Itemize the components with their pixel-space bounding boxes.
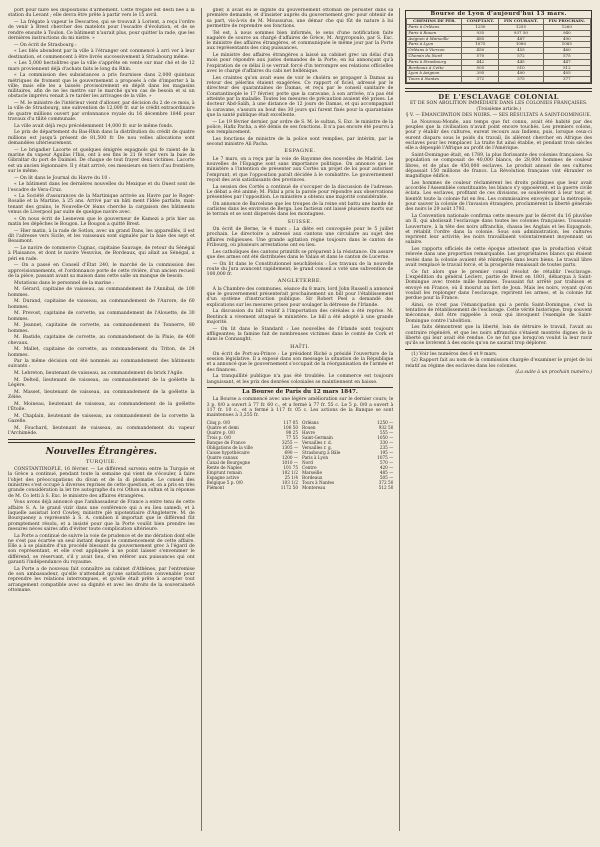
- quote-label: Obligations de la ville: [206, 444, 253, 450]
- table-cell: 1075: [462, 42, 499, 48]
- table-cell: 1260: [543, 25, 590, 31]
- quote-label: Saint-Germain: [302, 434, 333, 440]
- more-list: [8, 359, 195, 436]
- table-cell: 505: [462, 65, 499, 71]
- quote-label: Banque de France: [206, 439, 246, 445]
- list-item: M. Gérard, capitaine de vaisseau, au commandement de l'Annibal, de 100 hommes.: [8, 287, 195, 298]
- lyon-exchange-table-box: [405, 10, 592, 84]
- table-cell: 512: [543, 65, 590, 71]
- table-cell: 445: [499, 59, 543, 65]
- quote-label: Trois p. 0/0: [206, 434, 231, 440]
- quote-value: 555 —: [379, 429, 394, 435]
- quote-value: 1075 —: [377, 454, 394, 460]
- footnote: (1) Voir les numéros des 6 et 9 mars.: [411, 351, 498, 357]
- quote-label: Espagne active: [206, 474, 239, 480]
- quote-label: Quatre canaux: [206, 454, 238, 460]
- quote-label: Havre: [302, 429, 316, 435]
- row-label: Paris à Lyon: [407, 42, 462, 48]
- quote-label: Paris à Lyon: [302, 454, 329, 460]
- list-item: M. Mallet, capitaine de corvette, au commandement du Triton, de 24 hommes.: [8, 347, 195, 358]
- table-cell: 1080: [499, 42, 543, 48]
- table-cell: 447: [543, 59, 590, 65]
- paragraph: Le ministre des affaires étrangères a laissé au cabinet grec un délai d'un mois pour répondre aux justes demandes de la Porte, en lui annonçant qu'à l'expiration de ce délai il se verrait forcé d'in terrompre ses relations officielles avec le chargé d'affaires du cabi net hellénique.: [206, 53, 394, 75]
- quote-value: 77 55: [286, 434, 299, 440]
- country-heading: TURQUIE.: [85, 458, 117, 465]
- table-cell: 487: [499, 36, 543, 42]
- paragraph: La ville avait déjà reçu précédemment 14,000 fr. sur le même fonds.: [14, 123, 174, 129]
- quotes-right: [302, 420, 393, 490]
- paragraph: Tel est, à nous sommes bien informés, le sens d'une notification faite naguère de source au chargé d'affaires de Grèce, M. Argyropoulo, par S. Exc. le ministre des affaires étrangères, et communiquée le même jour par la Porte aux représentants des cinq puissances.: [206, 30, 394, 52]
- list-item: M. Moineau, lieutenant de vaisseau, au commandement de la goëlette l'Étoile.: [8, 401, 195, 413]
- quote-label: Strasbourg à Bâle: [302, 449, 341, 455]
- quote-row: [207, 485, 298, 490]
- article-title: DE L'ESCLAVAGE COLONIAL: [438, 92, 560, 101]
- quote-label: Quatre p. 0/0: [206, 429, 235, 435]
- quote-value: 195 —: [379, 449, 394, 455]
- paragraph: Le prix de département du Bas-Rhin dans la distribution du crédit de quatre millions est jusqu'à présent de 81,500 fr. De nou velles allocations sont demandées ultérieurement.: [8, 130, 195, 146]
- paragraph: Les craintes qu'on avait eues de voir le choléra se propager à Damas au retour des pèlerins étaient exagérées. Ce rapport of ficiel, adressé par le directeur des quarantaines de Damas, et reçu par le conseil sanitaire de Constantinople le 17 février, porte que la caravane, à son arrivée, n'a pas été atteinte par la maladie. Toutes les mesures de précaution avaient été prises. Le docteur Abd-Salih, à une distance de 12 jours de Damas, et qui accompagnait la caravane, s'assura au bout des 30 jours qui furent fixés pour la quarantaine que la santé publique était excellente.: [206, 75, 394, 118]
- newspaper-page: [8, 8, 592, 831]
- section-divider: [405, 88, 592, 92]
- paragraph: Les rapports officiels de cette époque attestent que la production s'était relevée dans une proportion remarquable. Les propriétaires blancs qui étaient restés dans la colonie avaient été réintégrés dans leurs biens. Le travail libre avait remplacé le travail forcé, et la prospérité renaissait de toutes parts.: [405, 247, 593, 269]
- article-part: (Troisième article.): [476, 107, 521, 113]
- row-label: Paris à Strasbourg: [407, 59, 462, 65]
- table-cell: 460: [543, 48, 590, 54]
- paragraph: Les fonctions de ministre de la police sont remplies, par intérim, par le second ministre Ali Pacha.: [206, 136, 394, 148]
- paragraph: — M. le ministre de l'intérieur vient d'allouer, par décision du 2 de ce mois, à la ville de Strasbourg, une subvention de 12,000 fr. sur le crédit extraordinaire de quatre millions ouvert par ordonnance royale du 16 décembre 1846 pour travaux d'u tilité communale.: [8, 101, 195, 122]
- table-cell: 400: [499, 71, 543, 77]
- column-right: [399, 8, 592, 831]
- quote-value: 1200 —: [281, 454, 299, 460]
- country-heading-england: ANGLETERRE.: [277, 278, 323, 285]
- list-item: M. Masset, lieutenant de vaisseau, au commandement de la goëlette la Zélée.: [8, 389, 195, 401]
- quote-value: 1250 —: [377, 419, 394, 425]
- paragraph: Ainsi, ce n'est pas l'émancipation qui a perdu Saint-Domingue, c'est la tentative de rétablissement de l'esclavage. Cette vérité historique, trop souvent méconnue, doit être rappelée à ceux qui invoquent l'exemple de Saint-Domingue contre l'abolition.: [405, 302, 593, 324]
- paragraph: — On écrit de Strasbourg :: [14, 42, 77, 48]
- table-cell: 372: [462, 77, 499, 83]
- table-cell: 395: [462, 71, 499, 77]
- paragraph: La Convention nationale confirma cette mesure par le décret du 16 pluviôse an II, qui abolissait l'esclavage dans toutes les colonies françaises. Toussaint-Louverture, à la tête des noirs affranchis, chassa les Anglais et les Espagnols, et rétablit l'ordre dans la colonie. Sous son administration, les cultures reprirent leur activité; les noirs travaillaient volontairement moyennant un salaire.: [405, 213, 593, 246]
- list-item: M. Prevost, capitaine de corvette, au commandement de l'Alouette, de 30 hommes.: [8, 311, 195, 322]
- table-row: [407, 77, 591, 83]
- quote-value: 98 25: [286, 429, 299, 435]
- table-cell: 1085: [543, 42, 590, 48]
- table-cell: 490: [543, 36, 590, 42]
- paragraph: — On a passé en Conseil d'État 240, le marché de la commission des approvisionnements, et l'ordonnance porte de cette rivière, d'un ancien recueil de la pièce, passant avant sa maison dans cette salle un manque de besoin.: [8, 263, 195, 279]
- paragraph: Le Nouveau-Monde, aux temps que fut connu, avait été habité par des peuples que la civilisation n'avait point encore touchés. Les premiers colons, pour y établir des cultures, eurent recours aux Indiens, puis, lorsque ceux-ci eurent disparu sous le poids du travail, ils allèrent chercher en Afrique des esclaves pour les remplacer. La traite fut ainsi établie, et pendant trois siècles elle a dépeuplé l'Afrique au profit de l'Amérique.: [405, 119, 593, 152]
- quote-value: 1010 —: [281, 459, 299, 465]
- quote-label: Marseille: [302, 469, 322, 475]
- paragraph: Ce fut alors que le premier consul résolut de rétablir l'esclavage. L'expédition du général Leclerc, partie de Brest en 1801, débarqua à Saint-Domingue avec trente mille hommes. Toussaint fut arrêté par trahison et envoyé en France, où il mourut au fort de Joux. Mais les noirs, voyant qu'on voulait les replonger dans l'esclavage, reprirent les armes, et la colonie fut perdue pour la France.: [405, 269, 593, 302]
- quote-value: 372 50: [378, 479, 394, 485]
- quote-value: 330 —: [379, 439, 394, 445]
- paragraph: On annonce de Barcelone que les troupes de la reine ont battu une bande de carlistes dans les environs de Berga. Les factieux ont laissé plusieurs morts sur le terrain et se sont dispersés dans les montagnes.: [206, 201, 394, 218]
- paragraph: — La frégate à vapeur le Descartes, qui se trouvait à Lorient, a reçu l'ordre de venir à Brest chercher des matelots pour l'escadre d'évolution, et de se rendre ensuite à Toulon. Ce bâtiment n'aurait plus, pour quitter la rade, que les dernières instructions du mi nistre. »: [8, 19, 195, 41]
- paragraph: « Les 5,000 hectolitres que la ville s'apprête en vente sur mar ché et de 12 mars proviennent déjà d'achats faits le long du Rhin.: [8, 61, 195, 72]
- quote-row: [302, 485, 393, 490]
- quote-value: 932 50: [378, 424, 394, 430]
- quote-value: 420 —: [379, 464, 394, 470]
- quote-value: 512 50: [378, 484, 394, 490]
- lyon-exchange-table: [406, 18, 591, 83]
- list-item: M. Durand, capitaine de vaisseau, au commandement de l'Aurore, de 60 hommes.: [8, 299, 195, 310]
- column-left: [8, 8, 195, 831]
- table-cell: 575: [543, 54, 590, 60]
- list-item: M. Fouchard, lieutenant de vaisseau, au commandement du vapeur l'Archimède.: [8, 425, 195, 437]
- chapter-heading: § V. — ÉMANCIPATION DES NOIRS. — SES RÉSULTATS À SAINT-DOMINGUE.: [406, 113, 592, 119]
- quote-label: Belgique 5 p. 0/0: [206, 479, 243, 485]
- paragraph: Les catholiques des cantons primitifs se préparent à la résistance. On assure que des armes ont été distribuées dans le Valais et dans le canton de Lucerne.: [206, 249, 394, 260]
- quote-label: Caisse hypothécaire: [206, 449, 250, 455]
- divider: [207, 387, 394, 388]
- paragraph: « On nous écrit de Lesneven que le gouverneur de Kamezi a pris hier au matin les dépêches le Bougon. Le Bougon a quitté Brest.: [8, 216, 195, 228]
- paragraph: — Hier matin, à la rade de Sotlon, avec un grand Dans, les appareillés, il est dit l'adresse vers Sicile, et les vaisseaux sont signalés par la baie des sept et Beaumont.: [8, 228, 195, 245]
- row-label: Tours à Nantes: [407, 77, 462, 83]
- quote-label: Rente de Naples: [206, 464, 242, 470]
- paragraph: À la Chambre des communes, séance du 8 mars, lord John Russell a annoncé que le gouvernement présenterait prochainement un bill pour l'établissement d'un système d'instruction publique. Sir Robert Peel a demandé des explications sur les mesures prises pour soulager la détresse de l'Irlande.: [206, 286, 394, 308]
- row-label: Bordeaux à Cette: [407, 65, 462, 71]
- quote-value: 3255 —: [281, 439, 299, 445]
- paragraph: La discussion du bill relatif à l'importation des céréales a été reprise. M. Bentinck a vivement attaqué le ministère. Le bill a été adopté à une grande majorité.: [206, 309, 394, 325]
- paragraph: La Porte a continué de suivre la voie de prudence et de mo dération dont elle ne s'est pas écartée un seul instant depuis le commencement de cette affaire. Elle a à se plaindre d'un procédé blessant du gouvernement grec à l'égard de son représentant, et elle s'est appliquée à ne point laisser s'envenimer le différend, se réservant, s'il y avait lieu, d'en référer aux puissances qui ont garanti l'indépendance du royaume.: [8, 533, 195, 566]
- row-label: Lyon à Avignon: [407, 71, 462, 77]
- article-subtitle: ET DE SON ABOLITION IMMÉDIATE DANS LES COLONIES FRANÇAISES.: [409, 100, 588, 106]
- paragraph: On écrit de Port-au-Prince : Le président Riché a présidé l'ouverture de la session législative. Il a exposé dans son message la situation de la République et a annoncé que le gouvernement s'occupait de la réorganisation de l'armée et des finances.: [206, 351, 394, 373]
- country-heading-spain: ESPAGNE.: [284, 148, 316, 155]
- list-item: M. Bastide, capitaine de corvette, au commandement de la Pluie, de 400 chevaux.: [8, 335, 195, 346]
- quote-label: Versailles r. d.: [302, 439, 332, 445]
- paragraph: — Le brigadier Lacorte et quelques émigrés espagnols qui fe raient de la marine du vapeur Aguilas l'Ibis, ont à ses fins le 21 fé vrier vers la baie de Gibraltar du port de Daimiel. De chaque de tout frayer deux victimes. Lacorte est un ancien légionnaire. Il y était arrivé, ces messieurs en tiers d'au frontière; sur le même.: [8, 147, 195, 174]
- table-cell: 377: [543, 77, 590, 83]
- column-header: CHEMINS DE FER.: [407, 19, 462, 25]
- row-label: Paris à Rouen: [407, 30, 462, 36]
- list-item: M. Lebreton, lieutenant de vaisseau, au commandement du brick l'Agile.: [14, 371, 184, 377]
- paragraph: — On lit dans le Journal du Havre du 10 :: [14, 175, 111, 181]
- stock-quotes: [207, 420, 394, 490]
- paragraph: port pour faire ses dispositions d'armement. Cette frégate est desti née à la station du Levant ; elle devra être prête à partir vers le 15 avril.: [8, 8, 195, 19]
- paragraph: « La commission des subsistances a pris fournisse dans 2,000 quintaux métriques de froment que le gouvernement a proposés à cde d'importer à la ville; mais elle les a laissés provisoirement en dépôt dans les magasins militaires, afin de ne les mettre sur le marché qu'en cas de besoin et si un obstacle imprévu venait à re tarder les arrivages de la ville. »: [8, 73, 195, 100]
- quote-value: 25 1/4: [284, 474, 299, 480]
- section-divider: [8, 439, 195, 443]
- table-cell: 405: [543, 71, 590, 77]
- quote-value: 103 1/2: [281, 479, 299, 485]
- quote-label: Versailles r. g.: [302, 444, 332, 450]
- list-item: Par la même décision ont été nommés au commandement des bâtiments suivants :: [8, 359, 195, 370]
- row-label: Avignon à Marseille: [407, 36, 462, 42]
- quote-label: Orléans: [302, 419, 319, 425]
- quote-value: 690 —: [284, 449, 299, 455]
- divider: [405, 349, 592, 350]
- quote-label: Cinq p. 0/0: [206, 419, 231, 425]
- quote-label: Rouen: [302, 424, 316, 430]
- paragraph: gner, il avait eu le dignité du gouvernement ottoman de persister dans sa première demande, et d'insister auprès du gouvernement grec pour obtenir de sa part, vis-à-vis de M. Moussurus, une démar che qui fût de nature à lui permettre de reprendre ses fonctions.: [206, 8, 394, 29]
- table-cell: 450: [462, 48, 499, 54]
- quote-label: Canal de Bourgogne: [206, 459, 251, 465]
- paragraph: Saint-Domingue était, en 1789, la plus florissante des colonies françaises. Sa population se composait de 40,000 blancs, de 28,000 hommes de couleur libres, et de plus de 450,000 esclaves. Le produit annuel de ses cultures dépassait 150 millions de francs. La Révolution française vint ébranler ce magnifique édifice.: [405, 152, 593, 180]
- table-cell: 455: [499, 48, 543, 54]
- paragraph: CONSTANTINOPLE, 16 février. — Le différend survenu entre la Turquie et la Grèce a continué, pendant toute la semaine qui vient de s'écouler, à faire l'objet des préoccupations du divan et de la di plomatie. Le conseil des ministres s'est occupé à diverses reprises de cette question, et on a pris en très grande considération la let tre autographe du roi Othon au sultan et la réponse de M. Co letti à S. Exc. le ministre des affaires étrangères.: [8, 467, 195, 499]
- paragraph: — On lit dans le Standard : Les nouvelles de l'Irlande sont toujours affligeantes; la famine fait de nombreuses victimes dans le comté de Cork et dans le Connaught.: [206, 326, 394, 343]
- paragraph: La session des Cortès a continué de s'occuper de la discussion de l'adresse. Le débat a été animé; M. Pidal a pris la parole pour répondre aux observations présentées par l'opposition. Le ministère a obtenu une majorité considérable.: [206, 184, 394, 201]
- quote-label: Quatre et demi: [206, 424, 239, 430]
- quote-value: 485 —: [379, 469, 394, 475]
- row-label: Paris à Orléans: [407, 25, 462, 31]
- quote-label: Bordeaux: [302, 474, 323, 480]
- quote-label: Montereau: [302, 484, 326, 490]
- quote-label: Piémont: [206, 484, 225, 490]
- quote-value: 235 —: [379, 444, 394, 450]
- table-cell: 940: [543, 30, 590, 36]
- section-title-foreign-news: Nouvelles Étrangères.: [45, 446, 157, 457]
- promotions-list: [8, 287, 195, 358]
- continuation-note: (La suite à un prochain numéro.): [515, 370, 593, 376]
- quote-label: Nord: [302, 459, 313, 465]
- paragraph: La tranquillité publique n'a pas été troublée. Le commerce est toujours languissant, et les prix des denrées coloniales se maintiennent en baisse.: [206, 374, 394, 385]
- table-cell: 375: [499, 77, 543, 83]
- quote-value: 101 75: [283, 464, 299, 470]
- bourse-paris-title: La Bourse de Paris du 12 mars 1847.: [242, 388, 358, 395]
- paragraph: « Le bâtiment dans les dernières nouvelles du Mexique et du Ouest sont de l'escadre de Vera-Cruz.: [8, 182, 195, 193]
- list-item: M. Delteil, lieutenant de vaisseau, au commandement de la goëlette la Légère.: [8, 377, 195, 389]
- quote-value: 570 —: [379, 459, 394, 465]
- table-title: Bourse de Lyon d'aujourd'hui 13 mars.: [430, 11, 567, 17]
- row-label: Chemin du Nord: [407, 54, 462, 60]
- column-header: COMPTANT.: [462, 19, 499, 25]
- table-cell: 510: [499, 65, 543, 71]
- country-heading-switzerland: SUISSE.: [287, 218, 313, 225]
- paragraph: Vous avons déjà annoncé que l'ambassadeur de France a entre tenu de cette affaire S. A. le grand vizir dans une conférence qui a eu lieu samedi, et à laquelle assistait lord Cowley, ministre plé nipotentiaire d'Angleterre. M. de Bourqueney a représenté à S. A. combien il importait que le différend fût promptement résolu, et a insisté pour que la Porte voulût bien prendre les mesures néces saires afin d'éviter toute complication ultérieure.: [8, 500, 195, 532]
- row-label: Orléans à Vierzon: [407, 48, 462, 54]
- paragraph: — On lit dans le Constitutionnel neuchâtelois : Les travaux de la nouvelle route du Jura avancent rapidement; le grand conseil a voté une subvention de 100,000 fr.: [206, 261, 394, 278]
- intro-paragraphs: [8, 8, 195, 279]
- paragraph: La Bourse a commencé avec une légère amélioration sur le dernier cours; le 3 p. 0/0 a ouvert à 77 fr. 60 c., et a fermé à 77 fr. 55 c. Le 5 p. 0/0 a ouvert à 117 fr. 10 c., et a fermé à 117 fr. 05 c. Les actions de la Banque se sont maintenues à 3,255 fr.: [206, 397, 394, 419]
- column-header: FIN COURANT.: [499, 19, 543, 25]
- country-heading-haiti: HAÏTI.: [290, 343, 310, 350]
- quote-label: Emprunt romain: [206, 469, 242, 475]
- quote-value: 1050 —: [377, 434, 394, 440]
- quote-value: 117 05: [283, 419, 299, 425]
- paragraph: Les faits démontrent que la liberté, loin de détruire le travail, l'avait au contraire régénéré, et que les noirs affranchis s'étaient montrés dignes de la liberté qui leur avait été rendue. Ce ne fut que lorsqu'on voulut la leur ravir qu'ils se livrèrent à des excès qu'on ne saurait trop déplorer.: [405, 325, 593, 347]
- list-item: M. Chaplain, lieutenant de vaisseau, au commandement de la corvette la Gazelle.: [8, 413, 195, 425]
- list-item: M. Jeannet, capitaine de corvette, au commandement du Tonnerre, 80 hommes.: [8, 323, 195, 334]
- quote-value: 1172 50: [280, 484, 299, 490]
- table-cell: 935: [462, 30, 499, 36]
- table-cell: 570: [462, 54, 499, 60]
- table-cell: 442: [462, 59, 499, 65]
- quote-value: 1305 —: [281, 444, 299, 450]
- foreign-news-body: [8, 467, 195, 593]
- column-middle: [201, 8, 394, 831]
- quote-value: 505 —: [379, 474, 394, 480]
- paragraph: — Le 19 février dernier, par ordre de S. M. le sultan, S. Exc. le ministre de la police, Hafiz Pacha, a été démis de ses fonctions. Il n'a pas encore été pourvu à son remplacement.: [206, 119, 394, 136]
- paragraph: On écrit de Berne, le 4 mars : La diète est convoquée pour le 5 juillet prochain. Le directoire a adressé aux cantons une circulaire au sujet des affaires religieuses. Une grande agitation règne toujours dans le canton de Fribourg, où plusieurs arrestations ont eu lieu.: [206, 227, 394, 248]
- table-cell: 1255: [499, 25, 543, 31]
- paragraph: « Les blés abondent par la ville à l'étranger ont commencé à arri ver à leur destination, et commencent à être livrés successivement à Strasbourg même.: [8, 49, 195, 60]
- paragraph: Les hommes de couleur réclamèrent les droits politiques que leur avait accordés l'Assemblée constituante; les blancs s'y opposèrent, et la guerre civile éclata. Les esclaves, profitant de ces divisions, se soulevèrent à leur tour, et bientôt toute la colonie fut en feu. Les commissaires envoyés par la métropole, pour sauver la colonie de l'invasion étrangère, proclamèrent la liberté générale des noirs le 29 août 1793.: [405, 180, 593, 213]
- quotes-left: [207, 420, 298, 490]
- table-cell: 1250: [462, 25, 499, 31]
- table-cell: 937 50: [499, 30, 543, 36]
- paragraph: — Le navire de commerce Cugnac, capitaine Sauvage, de retour du Sénégal à Plaisance, et dont le navire Vesuvius, de Bordeaux, qui allait au Sénégal, a péri en rade.: [8, 246, 195, 262]
- promo-heading: Mutations dans le personnel de la marine :: [14, 280, 114, 286]
- table-cell: 572: [499, 54, 543, 60]
- turkey-continued: [207, 8, 394, 147]
- quote-value: 106 50: [283, 424, 299, 430]
- paragraph: « La Société d'assurances de la Martinique arrivée au Havre par le Roger-Rosalie et la Martine, à 25 ans. Arrivé par un bâti ment l'Idée parfaite, mais tenant des grains, le Nouvelle-Or léans cherche la cargaison des bâtiments venus de Liverpool par suite de quelque navire avec.: [8, 194, 195, 216]
- paragraph: Le 7 mars, on a reçu par la voie de Bayonne des nouvelles de Madrid. Les nouvelles de l'Espagne sont sans importance politique. On annonce que le ministère a l'intention de présenter aux Cortès un projet de loi pour autoriser l'emprunt, et que l'opposition paraît décidée à le combattre. Le gouvernement reçoit des avis satisfaisants des provinces.: [206, 156, 394, 183]
- column-header: FIN PROCHAIN.: [543, 19, 590, 25]
- article-body: [405, 120, 592, 347]
- quote-label: Centre: [302, 464, 317, 470]
- footnote: (2) Rapport fait au nom de la commission chargée d'examiner le projet de loi relatif au régime des esclaves dans les colonies.: [405, 358, 593, 369]
- table-cell: 485: [462, 36, 499, 42]
- paragraph: La Porte a de nouveau fait connaître au cabinet d'Athènes, par l'entremise de son ambassadeur, qu'elle n'attendait qu'une satisfaction convenable pour reprendre les relations interrompues, et qu'elle était prête à accepter tout arrangement compatible avec sa dignité et avec les droits de la souveraineté ottomane.: [8, 566, 195, 593]
- quote-label: Tours à Nantes: [302, 479, 335, 485]
- quote-value: 102 1/2: [281, 469, 299, 475]
